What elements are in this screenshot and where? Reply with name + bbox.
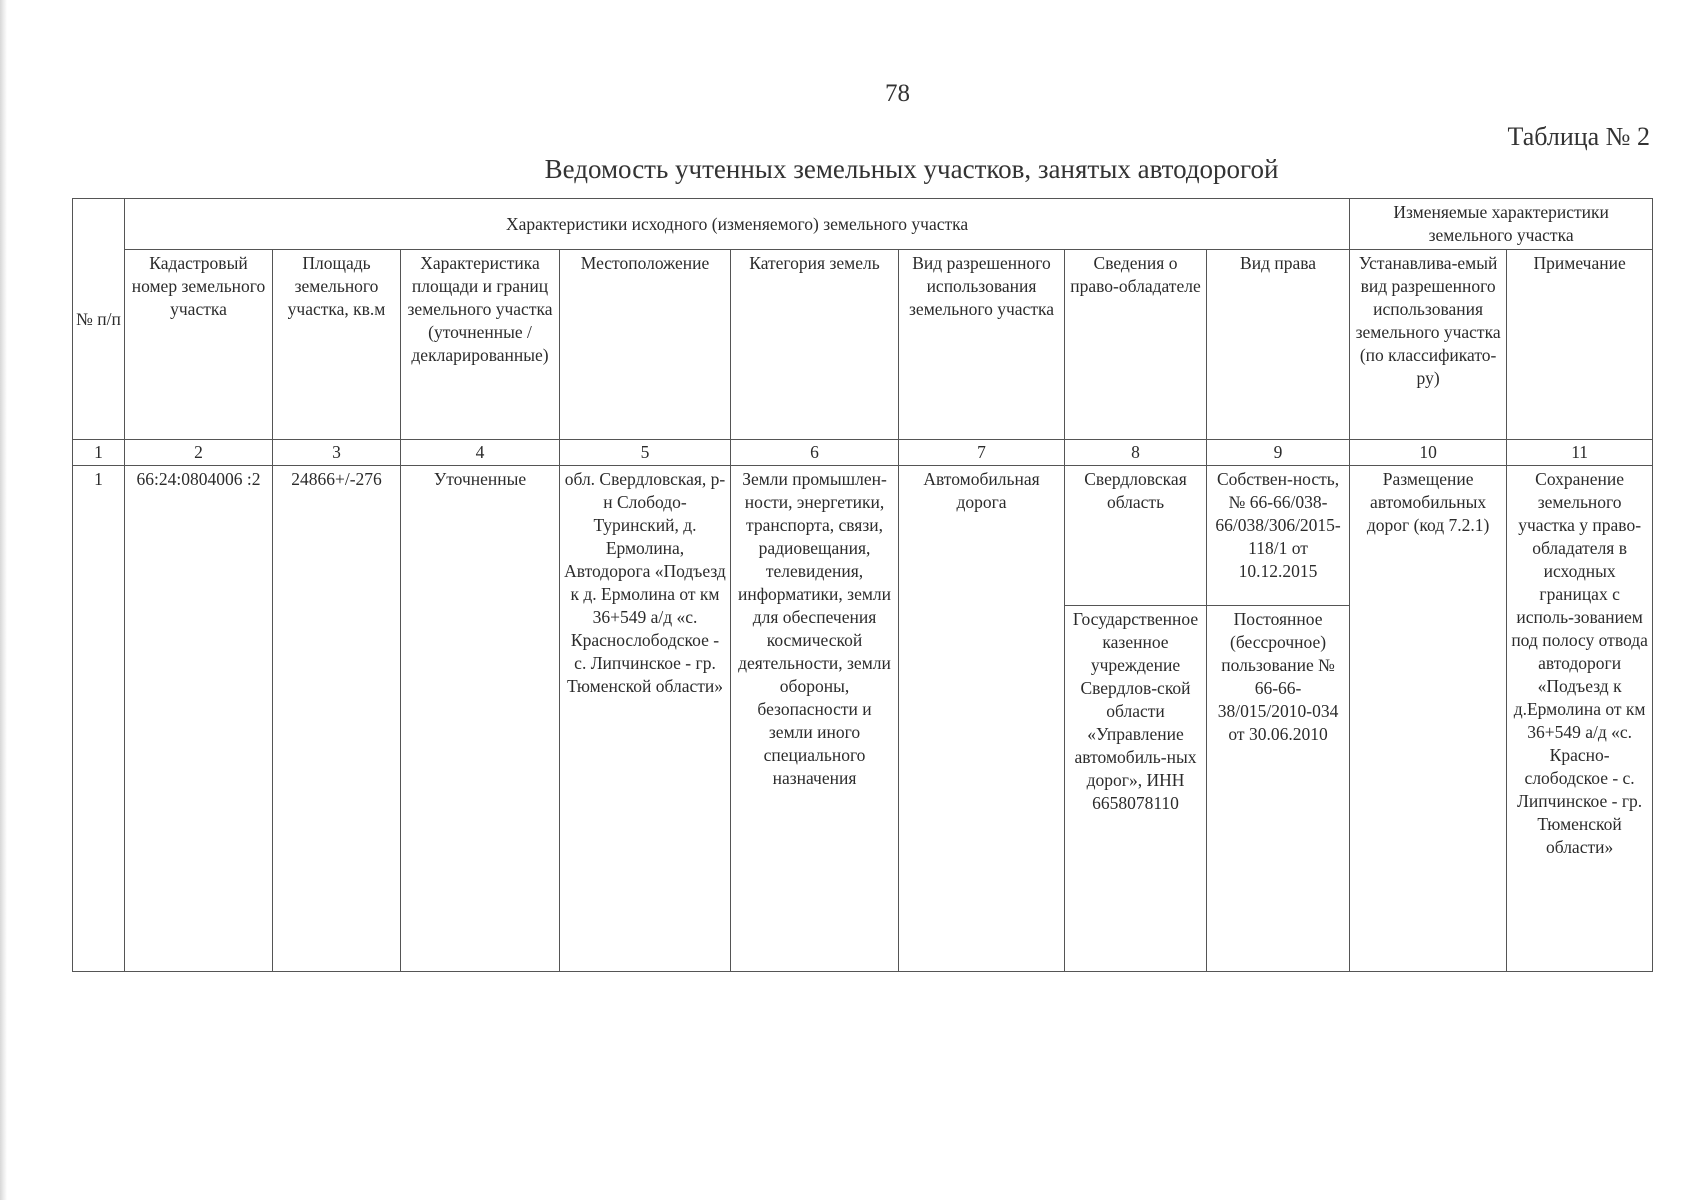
page-title: Ведомость учтенных земельных участков, занятых автодорогой xyxy=(544,154,1279,184)
column-number: 2 xyxy=(125,440,273,466)
header-location: Местоположение xyxy=(560,250,731,440)
column-number: 9 xyxy=(1207,440,1350,466)
cell-new-use: Размещение автомобильных дорог (код 7.2.1) xyxy=(1350,466,1507,972)
header-cadastral: Кадастровый номер земельного участка xyxy=(125,250,273,440)
header-permitted-use: Вид разрешенного использования земельного участка xyxy=(899,250,1065,440)
header-group-changed: Изменяемые характеристики земельного участка xyxy=(1350,199,1653,250)
column-number: 7 xyxy=(899,440,1065,466)
header-new-use: Устанавлива-емый вид разрешенного использования земельного участка (по классификато-ру) xyxy=(1350,250,1507,440)
land-plots-table xyxy=(72,198,1653,972)
header-holder: Сведения о право-обладателе xyxy=(1065,250,1207,440)
header-category: Категория земель xyxy=(731,250,899,440)
header-right: Вид права xyxy=(1207,250,1350,440)
column-number: 8 xyxy=(1065,440,1207,466)
column-number: 3 xyxy=(273,440,401,466)
column-number: 6 xyxy=(731,440,899,466)
page-number: 78 xyxy=(885,80,910,107)
cell-holder-2: Государственное казенное учреждение Свердлов-ской области «Управление автомобиль-ных дорог», ИНН 6658078110 xyxy=(1065,606,1207,972)
cell-characteristic: Уточненные xyxy=(401,466,560,972)
header-num: № п/п xyxy=(73,199,125,440)
header-characteristic: Характеристика площади и границ земельного участка (уточненные / декларированные) xyxy=(401,250,560,440)
cell-right-2: Постоянное (бессрочное) пользование № 66-66-38/015/2010-034 от 30.06.2010 xyxy=(1207,606,1350,972)
column-number: 1 xyxy=(73,440,125,466)
header-area: Площадь земельного участка, кв.м xyxy=(273,250,401,440)
table-label: Таблица № 2 xyxy=(1507,122,1650,151)
cell-right-1: Собствен-ность, № 66-66/038-66/038/306/2015-118/1 от 10.12.2015 xyxy=(1207,466,1350,606)
column-number: 10 xyxy=(1350,440,1507,466)
row-num: 1 xyxy=(73,466,125,972)
cell-area: 24866+/-276 xyxy=(273,466,401,972)
cell-permitted-use: Автомобильная дорога xyxy=(899,466,1065,972)
column-number: 5 xyxy=(560,440,731,466)
header-group-source: Характеристики исходного (изменяемого) земельного участка xyxy=(125,199,1350,250)
cell-category: Земли промышлен-ности, энергетики, транспорта, связи, радиовещания, телевидения, информатики, земли для обеспечения космической деятельности, земли обороны, безопасности и земли иного специального назначения xyxy=(731,466,899,972)
cell-location: обл. Свердловская, р-н Слободо-Туринский, д. Ермолина, Автодорога «Подъезд к д. Ермолина от км 36+549 а/д «с. Краснослободское - с. Липчинское - гр. Тюменской области» xyxy=(560,466,731,972)
column-number: 4 xyxy=(401,440,560,466)
cell-holder-1: Свердловская область xyxy=(1065,466,1207,606)
cell-cadastral: 66:24:0804006 :2 xyxy=(125,466,273,972)
column-number: 11 xyxy=(1507,440,1653,466)
cell-note: Сохранение земельного участка у право-обладателя в исходных границах с исполь-зованием под полосу отвода автодороги «Подъезд к д.Ермолина от км 36+549 а/д «с. Красно-слободское - с. Липчинское - гр. Тюменской области» xyxy=(1507,466,1653,972)
header-note: Примечание xyxy=(1507,250,1653,440)
